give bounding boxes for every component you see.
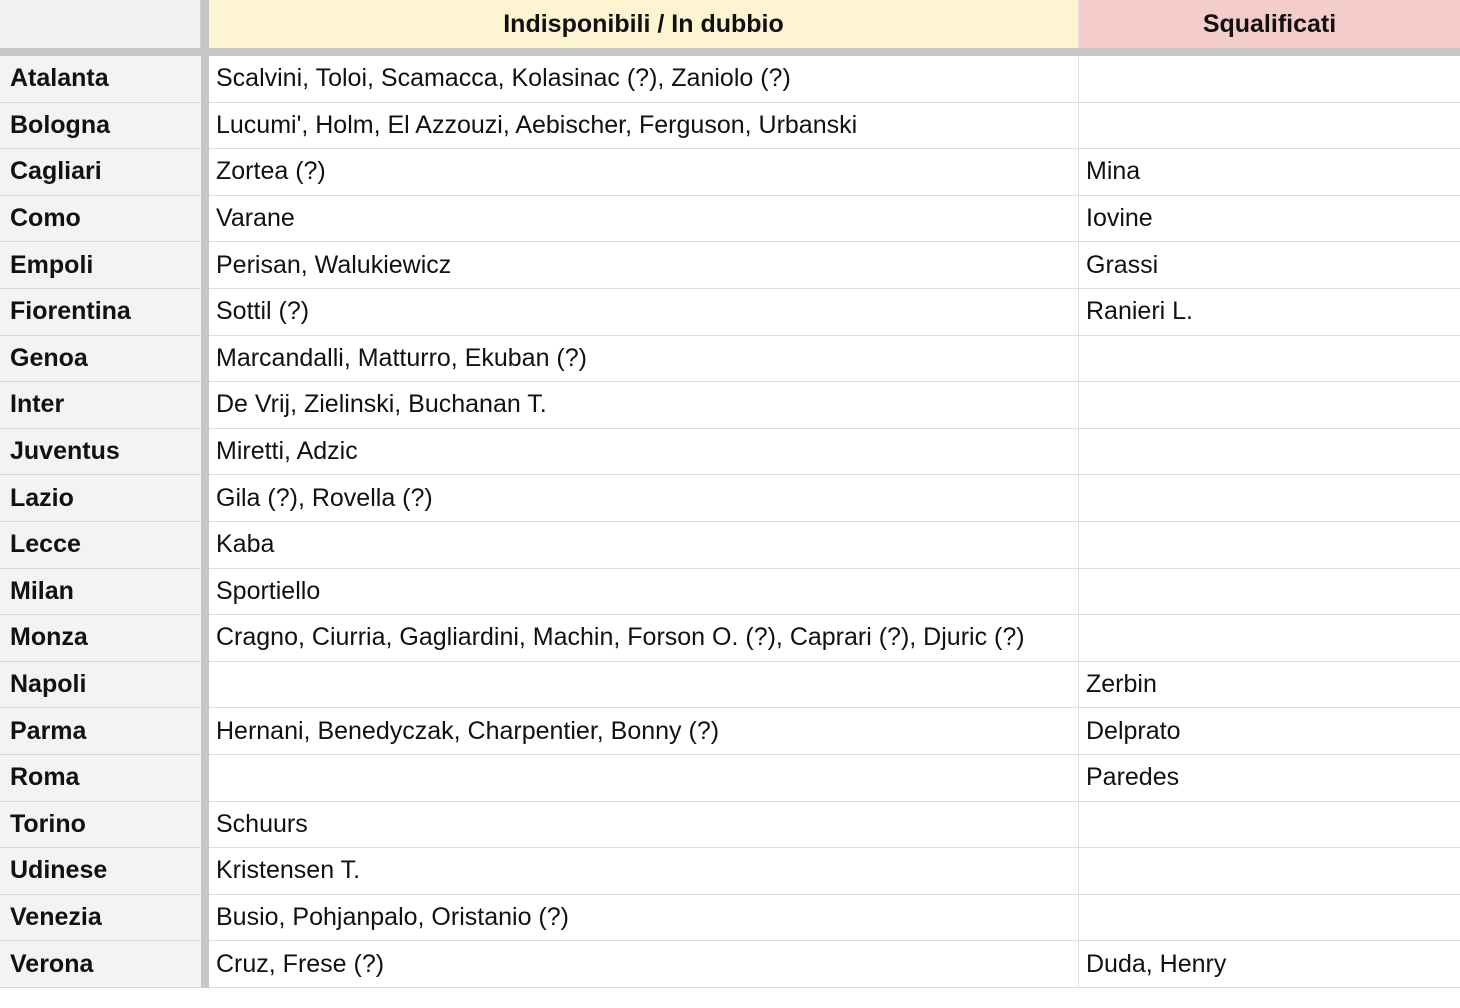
frozen-column-divider-segment: [201, 708, 209, 755]
suspended-players-cell[interactable]: [1079, 522, 1460, 569]
suspended-players-cell[interactable]: [1079, 382, 1460, 429]
unavailable-players-cell[interactable]: Scalvini, Toloi, Scamacca, Kolasinac (?), Zaniolo (?): [209, 56, 1078, 103]
suspended-players-cell[interactable]: [1079, 103, 1460, 150]
suspended-players-cell[interactable]: [1079, 336, 1460, 383]
unavailable-players-cell[interactable]: Zortea (?): [209, 149, 1078, 196]
suspended-players-cell[interactable]: [1079, 569, 1460, 616]
unavailable-players-cell[interactable]: Sottil (?): [209, 289, 1078, 336]
suspended-players-cell[interactable]: Iovine: [1079, 196, 1460, 243]
suspended-players-cell[interactable]: [1079, 615, 1460, 662]
team-name-cell[interactable]: Bologna: [0, 103, 201, 150]
suspended-players-cell[interactable]: [1079, 429, 1460, 476]
unavailable-players-cell[interactable]: Gila (?), Rovella (?): [209, 475, 1078, 522]
team-name-cell[interactable]: Torino: [0, 802, 201, 849]
frozen-column-divider-segment: [201, 522, 209, 569]
suspended-players-cell[interactable]: Ranieri L.: [1079, 289, 1460, 336]
suspended-players-cell[interactable]: [1079, 895, 1460, 942]
frozen-column-divider-segment: [201, 848, 209, 895]
suspended-players-cell[interactable]: [1079, 475, 1460, 522]
suspended-players-cell[interactable]: [1079, 56, 1460, 103]
team-name-cell[interactable]: Parma: [0, 708, 201, 755]
header-suspended[interactable]: Squalificati: [1079, 0, 1460, 48]
frozen-column-divider-segment: [201, 149, 209, 196]
header-unavailable[interactable]: Indisponibili / In dubbio: [209, 0, 1078, 48]
frozen-column-divider-segment: [201, 569, 209, 616]
suspended-players-cell[interactable]: Grassi: [1079, 242, 1460, 289]
team-name-cell[interactable]: Inter: [0, 382, 201, 429]
unavailable-players-cell[interactable]: [209, 662, 1078, 709]
unavailable-players-cell[interactable]: Cruz, Frese (?): [209, 941, 1078, 988]
unavailable-players-cell[interactable]: Kaba: [209, 522, 1078, 569]
frozen-column-divider-segment: [201, 615, 209, 662]
frozen-column-divider-segment: [201, 56, 209, 103]
suspended-players-cell[interactable]: Delprato: [1079, 708, 1460, 755]
team-name-cell[interactable]: Empoli: [0, 242, 201, 289]
unavailable-players-cell[interactable]: Marcandalli, Matturro, Ekuban (?): [209, 336, 1078, 383]
suspended-players-cell[interactable]: Mina: [1079, 149, 1460, 196]
team-name-cell[interactable]: Verona: [0, 941, 201, 988]
frozen-column-divider-segment: [201, 755, 209, 802]
header-corner-cell[interactable]: [0, 0, 201, 48]
frozen-column-divider-segment: [201, 103, 209, 150]
unavailable-players-cell[interactable]: Sportiello: [209, 569, 1078, 616]
frozen-column-divider-segment: [201, 662, 209, 709]
team-name-cell[interactable]: Atalanta: [0, 56, 201, 103]
suspended-players-cell[interactable]: Paredes: [1079, 755, 1460, 802]
team-name-cell[interactable]: Genoa: [0, 336, 201, 383]
unavailable-players-cell[interactable]: Lucumi', Holm, El Azzouzi, Aebischer, Ferguson, Urbanski: [209, 103, 1078, 150]
frozen-column-divider-segment: [201, 895, 209, 942]
frozen-column-divider-segment: [201, 941, 209, 988]
frozen-column-divider-segment: [201, 429, 209, 476]
team-name-cell[interactable]: Udinese: [0, 848, 201, 895]
team-name-cell[interactable]: Milan: [0, 569, 201, 616]
unavailable-players-cell[interactable]: De Vrij, Zielinski, Buchanan T.: [209, 382, 1078, 429]
team-name-cell[interactable]: Fiorentina: [0, 289, 201, 336]
team-name-cell[interactable]: Lazio: [0, 475, 201, 522]
frozen-column-divider[interactable]: [201, 0, 209, 48]
frozen-row-divider[interactable]: [0, 48, 1460, 56]
frozen-column-divider-segment: [201, 336, 209, 383]
team-name-cell[interactable]: Monza: [0, 615, 201, 662]
suspended-players-cell[interactable]: Zerbin: [1079, 662, 1460, 709]
suspended-players-cell[interactable]: [1079, 848, 1460, 895]
frozen-column-divider-segment: [201, 382, 209, 429]
suspended-players-cell[interactable]: [1079, 802, 1460, 849]
unavailable-players-cell[interactable]: Miretti, Adzic: [209, 429, 1078, 476]
team-name-cell[interactable]: Juventus: [0, 429, 201, 476]
unavailable-players-cell[interactable]: Busio, Pohjanpalo, Oristanio (?): [209, 895, 1078, 942]
unavailable-players-cell[interactable]: Kristensen T.: [209, 848, 1078, 895]
unavailable-players-cell[interactable]: Schuurs: [209, 802, 1078, 849]
frozen-column-divider-segment: [201, 475, 209, 522]
team-name-cell[interactable]: Como: [0, 196, 201, 243]
frozen-column-divider-segment: [201, 802, 209, 849]
frozen-column-divider-segment: [201, 242, 209, 289]
team-name-cell[interactable]: Napoli: [0, 662, 201, 709]
frozen-column-divider-segment: [201, 196, 209, 243]
team-name-cell[interactable]: Venezia: [0, 895, 201, 942]
frozen-column-divider-segment: [201, 289, 209, 336]
team-name-cell[interactable]: Cagliari: [0, 149, 201, 196]
team-name-cell[interactable]: Lecce: [0, 522, 201, 569]
suspended-players-cell[interactable]: Duda, Henry: [1079, 941, 1460, 988]
unavailable-players-cell[interactable]: Hernani, Benedyczak, Charpentier, Bonny (?): [209, 708, 1078, 755]
unavailable-players-cell[interactable]: Varane: [209, 196, 1078, 243]
unavailable-players-cell[interactable]: [209, 755, 1078, 802]
unavailable-players-cell[interactable]: Cragno, Ciurria, Gagliardini, Machin, Forson O. (?), Caprari (?), Djuric (?): [209, 615, 1078, 662]
team-name-cell[interactable]: Roma: [0, 755, 201, 802]
unavailable-players-cell[interactable]: Perisan, Walukiewicz: [209, 242, 1078, 289]
